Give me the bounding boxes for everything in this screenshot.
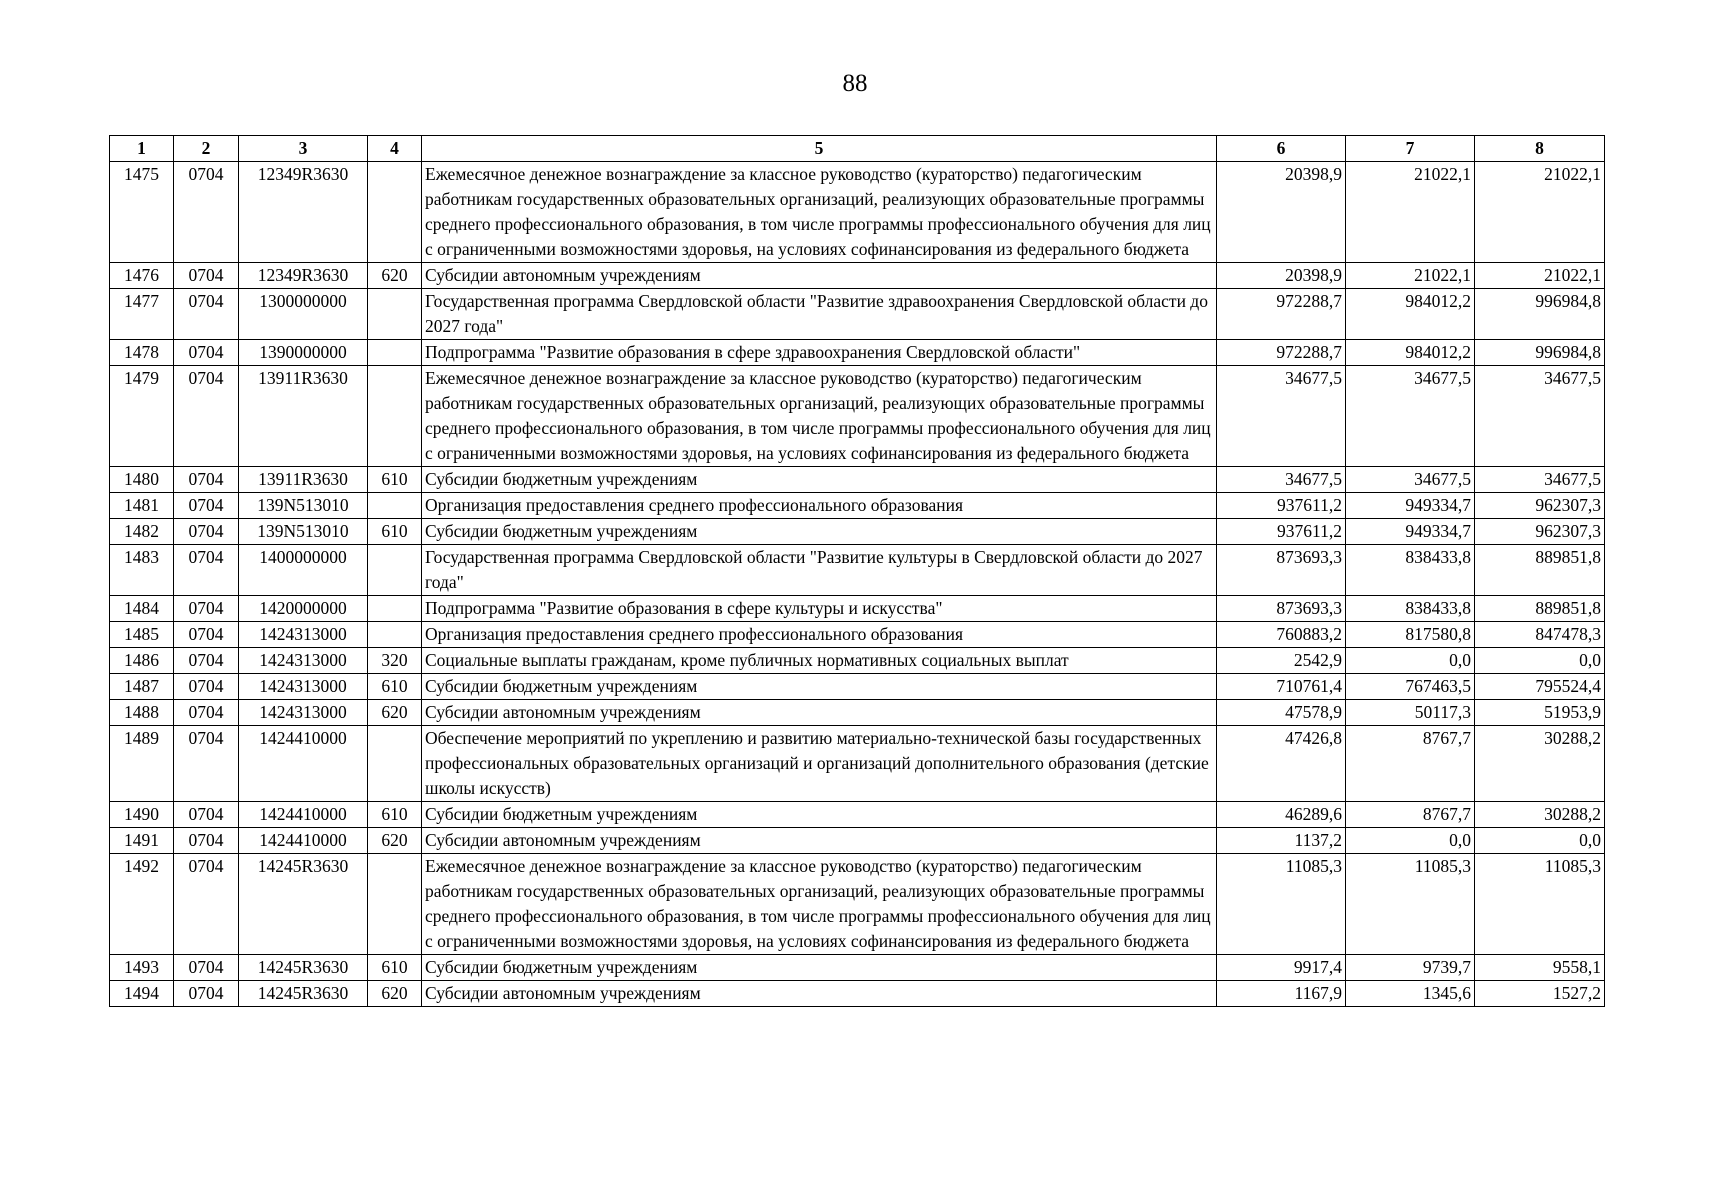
expense-type-code: 620: [368, 981, 422, 1007]
table-row: [110, 545, 1605, 596]
row-number: 1480: [110, 467, 174, 493]
amount-year-2: 817580,8: [1346, 622, 1475, 648]
amount-year-1: 1167,9: [1217, 981, 1346, 1007]
row-number: 1486: [110, 648, 174, 674]
section-code: 0704: [174, 854, 239, 955]
header-cell: 4: [368, 136, 422, 162]
target-article-code: 14245R3630: [239, 854, 368, 955]
expense-type-code: 620: [368, 263, 422, 289]
table-row: [110, 828, 1605, 854]
amount-year-1: 760883,2: [1217, 622, 1346, 648]
section-code: 0704: [174, 493, 239, 519]
expense-type-code: 610: [368, 519, 422, 545]
section-code: 0704: [174, 162, 239, 263]
section-code: 0704: [174, 366, 239, 467]
amount-year-3: 795524,4: [1475, 674, 1605, 700]
amount-year-1: 1137,2: [1217, 828, 1346, 854]
item-name: Социальные выплаты гражданам, кроме публичных нормативных социальных выплат: [422, 648, 1217, 674]
section-code: 0704: [174, 674, 239, 700]
item-name: Ежемесячное денежное вознаграждение за классное руководство (кураторство) педагогическим работникам государственных образовательных организаций, реализующих образовательные программы среднего профессионального образования, в том числе программы профессионального обучения для лиц с ограниченными возможностями здоровья, на условиях софинансирования из федерального бюджета: [422, 162, 1217, 263]
header-cell: 8: [1475, 136, 1605, 162]
target-article-code: 1420000000: [239, 596, 368, 622]
amount-year-1: 20398,9: [1217, 263, 1346, 289]
item-name: Государственная программа Свердловской области "Развитие культуры в Свердловской области до 2027 года": [422, 545, 1217, 596]
amount-year-1: 873693,3: [1217, 545, 1346, 596]
table-row: [110, 726, 1605, 802]
row-number: 1487: [110, 674, 174, 700]
section-code: 0704: [174, 467, 239, 493]
table-row: [110, 493, 1605, 519]
amount-year-3: 51953,9: [1475, 700, 1605, 726]
row-number: 1490: [110, 802, 174, 828]
table-row: [110, 674, 1605, 700]
amount-year-3: 34677,5: [1475, 467, 1605, 493]
expense-type-code: [368, 545, 422, 596]
target-article-code: 1424313000: [239, 700, 368, 726]
table-row: [110, 263, 1605, 289]
target-article-code: 12349R3630: [239, 162, 368, 263]
amount-year-3: 847478,3: [1475, 622, 1605, 648]
amount-year-2: 0,0: [1346, 828, 1475, 854]
target-article-code: 1424410000: [239, 802, 368, 828]
expense-type-code: [368, 854, 422, 955]
section-code: 0704: [174, 648, 239, 674]
amount-year-1: 34677,5: [1217, 467, 1346, 493]
amount-year-2: 0,0: [1346, 648, 1475, 674]
header-cell: 1: [110, 136, 174, 162]
header-row: [110, 136, 1605, 162]
amount-year-2: 1345,6: [1346, 981, 1475, 1007]
amount-year-2: 838433,8: [1346, 545, 1475, 596]
amount-year-1: 873693,3: [1217, 596, 1346, 622]
amount-year-3: 1527,2: [1475, 981, 1605, 1007]
amount-year-3: 0,0: [1475, 648, 1605, 674]
item-name: Субсидии бюджетным учреждениям: [422, 955, 1217, 981]
target-article-code: 14245R3630: [239, 981, 368, 1007]
table-row: [110, 162, 1605, 263]
amount-year-2: 50117,3: [1346, 700, 1475, 726]
target-article-code: 1424313000: [239, 648, 368, 674]
header-cell: 3: [239, 136, 368, 162]
target-article-code: 1424410000: [239, 828, 368, 854]
amount-year-3: 21022,1: [1475, 162, 1605, 263]
amount-year-3: 11085,3: [1475, 854, 1605, 955]
section-code: 0704: [174, 519, 239, 545]
item-name: Подпрограмма "Развитие образования в сфере здравоохранения Свердловской области": [422, 340, 1217, 366]
expense-type-code: [368, 162, 422, 263]
amount-year-3: 962307,3: [1475, 519, 1605, 545]
amount-year-1: 20398,9: [1217, 162, 1346, 263]
row-number: 1477: [110, 289, 174, 340]
section-code: 0704: [174, 263, 239, 289]
item-name: Субсидии автономным учреждениям: [422, 981, 1217, 1007]
header-cell: 2: [174, 136, 239, 162]
table-row: [110, 519, 1605, 545]
amount-year-2: 984012,2: [1346, 340, 1475, 366]
section-code: 0704: [174, 828, 239, 854]
target-article-code: 1390000000: [239, 340, 368, 366]
expense-type-code: [368, 596, 422, 622]
item-name: Субсидии бюджетным учреждениям: [422, 674, 1217, 700]
amount-year-2: 949334,7: [1346, 493, 1475, 519]
section-code: 0704: [174, 596, 239, 622]
section-code: 0704: [174, 700, 239, 726]
table-row: [110, 596, 1605, 622]
row-number: 1491: [110, 828, 174, 854]
amount-year-2: 949334,7: [1346, 519, 1475, 545]
item-name: Ежемесячное денежное вознаграждение за классное руководство (кураторство) педагогическим работникам государственных образовательных организаций, реализующих образовательные программы среднего профессионального образования, в том числе программы профессионального обучения для лиц с ограниченными возможностями здоровья, на условиях софинансирования из федерального бюджета: [422, 366, 1217, 467]
item-name: Государственная программа Свердловской области "Развитие здравоохранения Свердловской области до 2027 года": [422, 289, 1217, 340]
amount-year-3: 30288,2: [1475, 802, 1605, 828]
expense-type-code: [368, 493, 422, 519]
section-code: 0704: [174, 981, 239, 1007]
item-name: Субсидии бюджетным учреждениям: [422, 467, 1217, 493]
amount-year-3: 34677,5: [1475, 366, 1605, 467]
table-row: [110, 340, 1605, 366]
item-name: Организация предоставления среднего профессионального образования: [422, 622, 1217, 648]
section-code: 0704: [174, 340, 239, 366]
expense-type-code: [368, 726, 422, 802]
section-code: 0704: [174, 955, 239, 981]
amount-year-2: 21022,1: [1346, 263, 1475, 289]
table-row: [110, 802, 1605, 828]
section-code: 0704: [174, 289, 239, 340]
row-number: 1476: [110, 263, 174, 289]
target-article-code: 139N513010: [239, 493, 368, 519]
row-number: 1493: [110, 955, 174, 981]
amount-year-3: 996984,8: [1475, 340, 1605, 366]
target-article-code: 12349R3630: [239, 263, 368, 289]
header-cell: 5: [422, 136, 1217, 162]
target-article-code: 1424410000: [239, 726, 368, 802]
row-number: 1481: [110, 493, 174, 519]
item-name: Организация предоставления среднего профессионального образования: [422, 493, 1217, 519]
amount-year-1: 972288,7: [1217, 289, 1346, 340]
item-name: Подпрограмма "Развитие образования в сфере культуры и искусства": [422, 596, 1217, 622]
row-number: 1478: [110, 340, 174, 366]
amount-year-1: 710761,4: [1217, 674, 1346, 700]
amount-year-3: 21022,1: [1475, 263, 1605, 289]
expense-type-code: [368, 622, 422, 648]
item-name: Субсидии бюджетным учреждениям: [422, 519, 1217, 545]
expense-type-code: 620: [368, 700, 422, 726]
amount-year-2: 21022,1: [1346, 162, 1475, 263]
amount-year-2: 838433,8: [1346, 596, 1475, 622]
section-code: 0704: [174, 545, 239, 596]
target-article-code: 13911R3630: [239, 366, 368, 467]
amount-year-1: 47426,8: [1217, 726, 1346, 802]
target-article-code: 14245R3630: [239, 955, 368, 981]
expense-type-code: [368, 289, 422, 340]
row-number: 1483: [110, 545, 174, 596]
table-row: [110, 955, 1605, 981]
amount-year-3: 889851,8: [1475, 596, 1605, 622]
table-row: [110, 981, 1605, 1007]
table-row: [110, 854, 1605, 955]
header-cell: 6: [1217, 136, 1346, 162]
amount-year-1: 937611,2: [1217, 519, 1346, 545]
header-cell: 7: [1346, 136, 1475, 162]
table-row: [110, 366, 1605, 467]
section-code: 0704: [174, 726, 239, 802]
row-number: 1475: [110, 162, 174, 263]
item-name: Субсидии автономным учреждениям: [422, 263, 1217, 289]
table-row: [110, 700, 1605, 726]
amount-year-3: 962307,3: [1475, 493, 1605, 519]
target-article-code: 1400000000: [239, 545, 368, 596]
item-name: Ежемесячное денежное вознаграждение за классное руководство (кураторство) педагогическим работникам государственных образовательных организаций, реализующих образовательные программы среднего профессионального образования, в том числе программы профессионального обучения для лиц с ограниченными возможностями здоровья, на условиях софинансирования из федерального бюджета: [422, 854, 1217, 955]
amount-year-3: 889851,8: [1475, 545, 1605, 596]
row-number: 1479: [110, 366, 174, 467]
expense-type-code: 610: [368, 955, 422, 981]
table-row: [110, 648, 1605, 674]
row-number: 1489: [110, 726, 174, 802]
expense-type-code: 610: [368, 802, 422, 828]
page-number: 88: [842, 70, 868, 97]
amount-year-1: 46289,6: [1217, 802, 1346, 828]
expense-type-code: [368, 340, 422, 366]
amount-year-1: 9917,4: [1217, 955, 1346, 981]
item-name: Субсидии автономным учреждениям: [422, 700, 1217, 726]
row-number: 1488: [110, 700, 174, 726]
row-number: 1485: [110, 622, 174, 648]
target-article-code: 1300000000: [239, 289, 368, 340]
expense-type-code: 620: [368, 828, 422, 854]
expense-type-code: 320: [368, 648, 422, 674]
amount-year-3: 9558,1: [1475, 955, 1605, 981]
amount-year-1: 34677,5: [1217, 366, 1346, 467]
table-row: [110, 467, 1605, 493]
amount-year-2: 8767,7: [1346, 726, 1475, 802]
amount-year-2: 8767,7: [1346, 802, 1475, 828]
amount-year-2: 767463,5: [1346, 674, 1475, 700]
amount-year-1: 937611,2: [1217, 493, 1346, 519]
amount-year-2: 984012,2: [1346, 289, 1475, 340]
row-number: 1482: [110, 519, 174, 545]
target-article-code: 13911R3630: [239, 467, 368, 493]
table-row: [110, 622, 1605, 648]
row-number: 1484: [110, 596, 174, 622]
row-number: 1494: [110, 981, 174, 1007]
expense-type-code: 610: [368, 674, 422, 700]
item-name: Обеспечение мероприятий по укреплению и развитию материально-технической базы государственных профессиональных образовательных организаций и организаций дополнительного образования (детские школы искусств): [422, 726, 1217, 802]
target-article-code: 139N513010: [239, 519, 368, 545]
amount-year-3: 30288,2: [1475, 726, 1605, 802]
amount-year-2: 9739,7: [1346, 955, 1475, 981]
budget-table: [109, 135, 1605, 1007]
row-number: 1492: [110, 854, 174, 955]
amount-year-3: 996984,8: [1475, 289, 1605, 340]
amount-year-1: 2542,9: [1217, 648, 1346, 674]
amount-year-1: 47578,9: [1217, 700, 1346, 726]
item-name: Субсидии автономным учреждениям: [422, 828, 1217, 854]
amount-year-1: 972288,7: [1217, 340, 1346, 366]
expense-type-code: 610: [368, 467, 422, 493]
amount-year-2: 34677,5: [1346, 366, 1475, 467]
amount-year-2: 34677,5: [1346, 467, 1475, 493]
expense-type-code: [368, 366, 422, 467]
amount-year-1: 11085,3: [1217, 854, 1346, 955]
target-article-code: 1424313000: [239, 622, 368, 648]
table-body: [110, 162, 1605, 1007]
target-article-code: 1424313000: [239, 674, 368, 700]
item-name: Субсидии бюджетным учреждениям: [422, 802, 1217, 828]
section-code: 0704: [174, 802, 239, 828]
amount-year-3: 0,0: [1475, 828, 1605, 854]
table-row: [110, 289, 1605, 340]
amount-year-2: 11085,3: [1346, 854, 1475, 955]
section-code: 0704: [174, 622, 239, 648]
